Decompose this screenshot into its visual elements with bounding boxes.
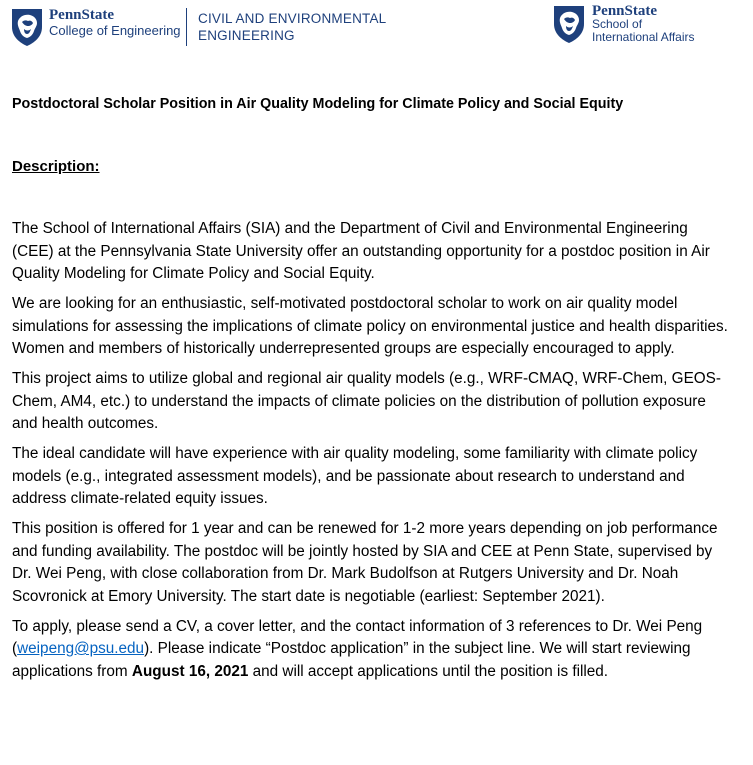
page-title: Postdoctoral Scholar Position in Air Quality Modeling for Climate Policy and Social Equity bbox=[12, 96, 624, 112]
paragraph-intro: The School of International Affairs (SIA) and the Department of Civil and Environmental Engineering (CEE) at the Pennsylvania State University offer an outstanding opportunity for a postdoc position in Air Quality Modeling for Climate Policy and Social Equity. bbox=[12, 220, 710, 282]
psu-wordmark: PennState bbox=[49, 7, 114, 23]
description-heading-text: Description bbox=[12, 158, 95, 175]
school-name-line-1: School of bbox=[592, 17, 643, 31]
college-name: College of Engineering bbox=[49, 23, 181, 38]
paragraph-terms: This position is offered for 1 year and can be renewed for 1-2 more years depending on job performance and funding availability. The postdoc will be jointly hosted by SIA and CEE at Penn State, supervised by Dr. Wei Peng, with close collaboration from Dr. Mark Budolfson at Rutgers University and Dr. Noah Scovronick at Emory University. The start date is negotiable (earliest: September 2021). bbox=[12, 520, 718, 605]
header-divider bbox=[186, 8, 187, 46]
department-name bbox=[198, 10, 386, 44]
header bbox=[0, 0, 753, 60]
description-body bbox=[12, 218, 732, 691]
psu-sia-logo[interactable] bbox=[552, 4, 695, 44]
nittany-lion-shield-icon bbox=[552, 4, 586, 44]
review-start-date: August 16, 2021 bbox=[131, 662, 249, 680]
school-name-line-2: International Affairs bbox=[592, 30, 695, 44]
paragraph-project: This project aims to utilize global and regional air quality models (e.g., WRF-CMAQ, WRF-Chem, GEOS-Chem, AM4, etc.) to understand the impacts of climate policies on the distribution of pollution exposure and health outcomes. bbox=[12, 370, 721, 432]
department-line-1: CIVIL AND ENVIRONMENTAL bbox=[198, 11, 387, 26]
paragraph-apply bbox=[12, 616, 732, 684]
apply-text-3: and will accept applications until the position is filled. bbox=[248, 662, 609, 680]
paragraph-qualifications: The ideal candidate will have experience with air quality modeling, some familiarity with climate policy models (e.g., integrated assessment models), and be passionate about research to understand and address climate-related equity issues. bbox=[12, 445, 698, 507]
psu-engineering-logo[interactable] bbox=[10, 7, 181, 47]
apply-text-1: To apply, please send a CV, a cover letter, and the contact information of 3 references to Dr. Wei Peng ( bbox=[12, 617, 703, 657]
email-link[interactable]: weipeng@psu.edu bbox=[17, 640, 145, 657]
nittany-lion-shield-icon bbox=[10, 7, 44, 47]
description-heading bbox=[12, 156, 100, 179]
paragraph-candidate: We are looking for an enthusiastic, self-motivated postdoctoral scholar to work on air quality model simulations for assessing the implications of climate policy on environmental justice and health disparities. Women and members of historically underrepresented groups are especially encouraged to apply. bbox=[12, 295, 728, 357]
apply-text-2: ). Please indicate “Postdoc application” in the subject line. We will start reviewing applications from bbox=[12, 640, 691, 680]
department-line-2: ENGINEERING bbox=[198, 28, 295, 43]
psu-wordmark: PennState bbox=[592, 3, 657, 19]
description-heading-colon: : bbox=[94, 158, 100, 175]
